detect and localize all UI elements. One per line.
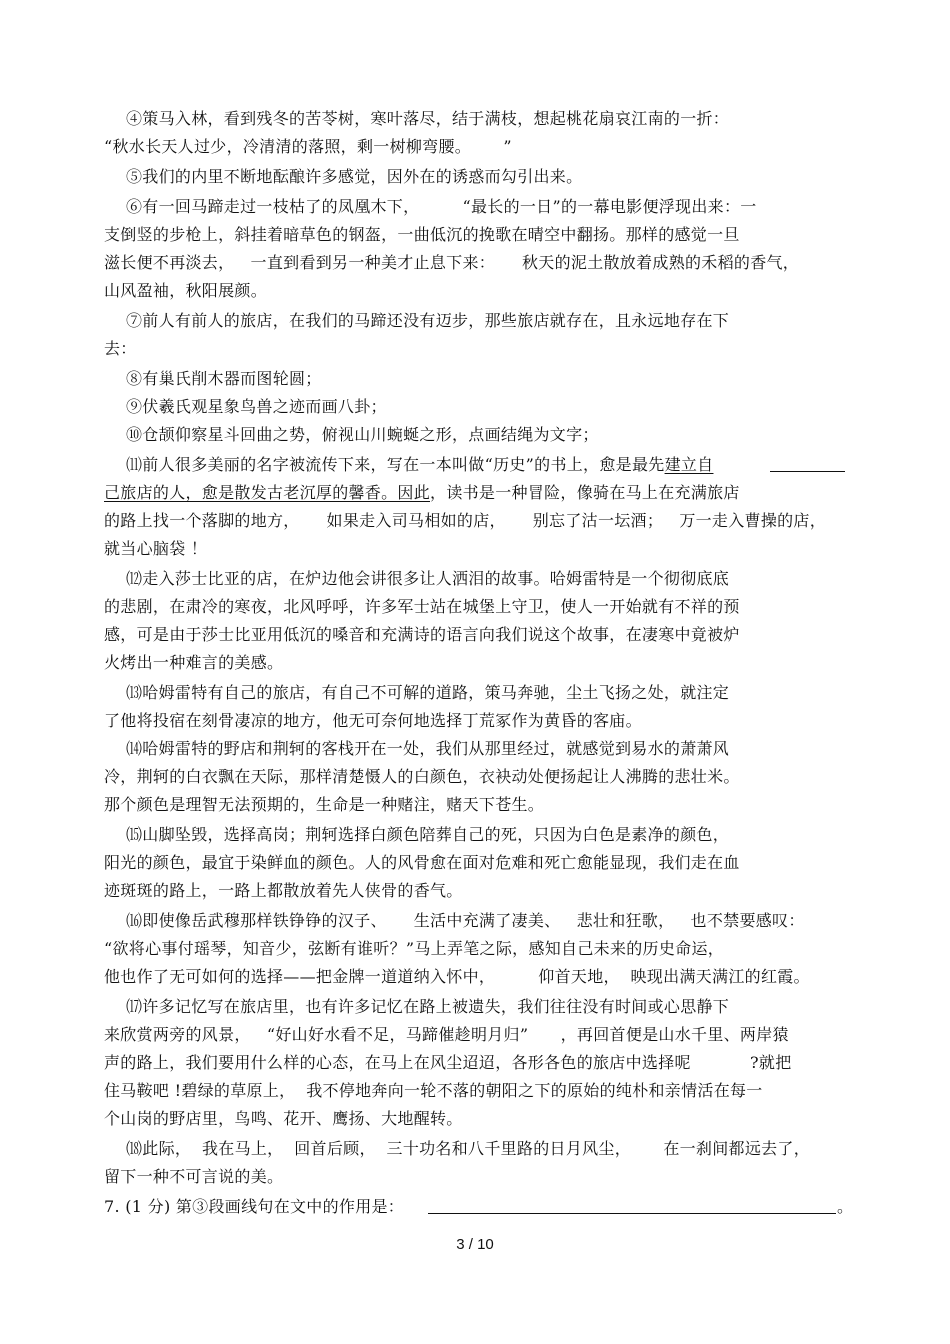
paragraph-11-text-cont: ，读书是一种冒险，像骑在马上在充满旅店 xyxy=(430,483,740,502)
page-number: 3 / 10 xyxy=(456,1236,494,1253)
paragraph-14-line-3: 那个颜色是理智无法预期的，生命是一种赌注，赌天下苍生。 xyxy=(104,795,545,814)
paragraph-12-line-4: 火烤出一种难言的美感。 xyxy=(104,653,284,672)
paragraph-17-line-4: 住马鞍吧 !碧绿的草原上， 我不停地奔向一轮不落的朝阳之下的原始的纯朴和亲情活在每一 xyxy=(104,1081,763,1100)
paragraph-18-line-2: 留下一种不可言说的美。 xyxy=(104,1167,284,1186)
paragraph-7-line-1: ⑦前人有前人的旅店，在我们的马蹄还没有迈步，那些旅店就存在，且永远地存在下 xyxy=(126,311,730,330)
underline-extension xyxy=(770,471,845,472)
question-7-label: 7. (1 分) 第③段画线句在文中的作用是： xyxy=(104,1197,405,1216)
paragraph-16-line-1: ⒃即使像岳武穆那样铁铮铮的汉子、 生活中充满了凄美、 悲壮和狂歌， 也不禁要感叹： xyxy=(126,911,805,930)
paragraph-9: ⑨伏羲氏观星象鸟兽之迹而画八卦； xyxy=(126,397,387,416)
paragraph-10: ⑩仓颉仰察星斗回曲之势，俯视山川蜿蜒之形，点画结绳为文字； xyxy=(126,425,599,444)
paragraph-14-line-1: ⒁哈姆雷特的野店和荆轲的客栈开在一处，我们从那里经过，就感觉到易水的萧萧风 xyxy=(126,739,730,758)
paragraph-15-line-2: 阳光的颜色，最宜于染鲜血的颜色。人的风骨愈在面对危难和死亡愈能显现，我们走在血 xyxy=(104,853,740,872)
paragraph-16-line-3: 他也作了无可如何的选择——把金牌一道道纳入怀中， 仰首天地， 映现出满天满江的红霞。 xyxy=(104,967,810,986)
paragraph-12-line-1: ⑿走入莎士比亚的店，在炉边他会讲很多让人洒泪的故事。哈姆雷特是一个彻彻底底 xyxy=(126,569,730,588)
paragraph-18-line-1: ⒅此际， 我在马上， 回首后顾， 三十功名和八千里路的日月风尘， 在一刹间都远去了， xyxy=(126,1139,811,1158)
paragraph-11-line-3: 的路上找一个落脚的地方， 如果走入司马相如的店， 别忘了沽一坛酒； 万一走入曹操的店， xyxy=(104,511,827,530)
underlined-sentence-start: 建立自 xyxy=(664,455,714,474)
paragraph-17-line-1: ⒄许多记忆写在旅店里，也有许多记忆在路上被遗失，我们往往没有时间或心思静下 xyxy=(126,997,730,1016)
paragraph-6-line-4: 山风盈袖，秋阳展颜。 xyxy=(104,281,268,300)
paragraph-5: ⑤我们的内里不断地酝酿许多感觉，因外在的诱惑而勾引出来。 xyxy=(126,167,583,186)
paragraph-14-line-2: 冷，荆轲的白衣飘在天际，那样清楚慑人的白颜色，衣袂动处便扬起让人沸腾的悲壮米。 xyxy=(104,767,740,786)
paragraph-11-line-4: 就当心脑袋 ！ xyxy=(104,539,208,558)
paragraph-17-line-2: 来欣赏两旁的风景， “好山好水看不足，马蹄催趁明月归” ，再回首便是山水千里、两岸猿 xyxy=(104,1025,789,1044)
paragraph-13-line-2: 了他将投宿在刻骨凄凉的地方，他无可奈何地选择丁荒冢作为黄昏的客庙。 xyxy=(104,711,642,730)
paragraph-7-line-2: 去： xyxy=(104,339,137,358)
paragraph-17-line-5: 个山岗的野店里，鸟鸣、花开、鹰扬、大地醒转。 xyxy=(104,1109,463,1128)
paragraph-11-line-1 xyxy=(126,454,713,476)
paragraph-8: ⑧有巢氏削木器而图轮圆； xyxy=(126,369,322,388)
paragraph-4-line-2: “秋水长天人过少，冷清清的落照，剩一树柳弯腰。 ” xyxy=(104,137,512,156)
paragraph-13-line-1: ⒀哈姆雷特有自己的旅店，有自己不可解的道路，策马奔驰，尘土飞扬之处，就注定 xyxy=(126,683,730,702)
paragraph-15-line-3: 迹斑斑的路上，一路上都散放着先人侠骨的香气。 xyxy=(104,881,463,900)
paragraph-12-line-2: 的悲剧，在肃冷的寒夜，北风呼呼，许多军士站在城堡上守卫，使人一开始就有不祥的预 xyxy=(104,597,740,616)
paragraph-11-text: ⑾前人很多美丽的名字被流传下来，写在一本叫做“历史”的书上，愈是最先 xyxy=(126,455,665,474)
question-7-end-mark: 。 xyxy=(837,1197,854,1216)
paragraph-6-line-1: ⑥有一回马蹄走过一枝枯了的凤凰木下， “最长的一日”的一幕电影便浮现出来：一 xyxy=(126,197,757,216)
paragraph-6-line-3: 滋长便不再淡去， 一直到看到另一种美才止息下来： 秋天的泥土散放着成熟的禾稻的香气， xyxy=(104,253,800,272)
paragraph-6-line-2: 支倒竖的步枪上，斜挂着暗草色的钢盔，一曲低沉的挽歌在晴空中翻扬。那样的感觉一旦 xyxy=(104,225,740,244)
paragraph-17-line-3: 声的路上，我们要用什么样的心态，在马上在风尘迢迢，各形各色的旅店中选择呢 ?就把 xyxy=(104,1053,792,1072)
answer-blank-line[interactable] xyxy=(428,1213,836,1214)
paragraph-4-line-1: ④策马入林，看到残冬的苦苓树，寒叶落尽，结于满枝，想起桃花扇哀江南的一折： xyxy=(126,109,730,128)
paragraph-12-line-3: 感，可是由于莎士比亚用低沉的嗓音和充满诗的语言向我们说这个故事，在凄寒中竟被炉 xyxy=(104,625,740,644)
paragraph-11-line-2 xyxy=(104,482,740,504)
paragraph-15-line-1: ⒂山脚坠毁，选择高岗；荆轲选择白颜色陪葬自己的死，只因为白色是素净的颜色， xyxy=(126,825,730,844)
paragraph-16-line-2: “欲将心事付瑶琴，知音少，弦断有谁听？”马上弄笔之际，感知自己未来的历史命运， xyxy=(104,939,725,958)
underlined-sentence-end: 己旅店的人，愈是散发古老沉厚的馨香。因此 xyxy=(104,483,431,502)
